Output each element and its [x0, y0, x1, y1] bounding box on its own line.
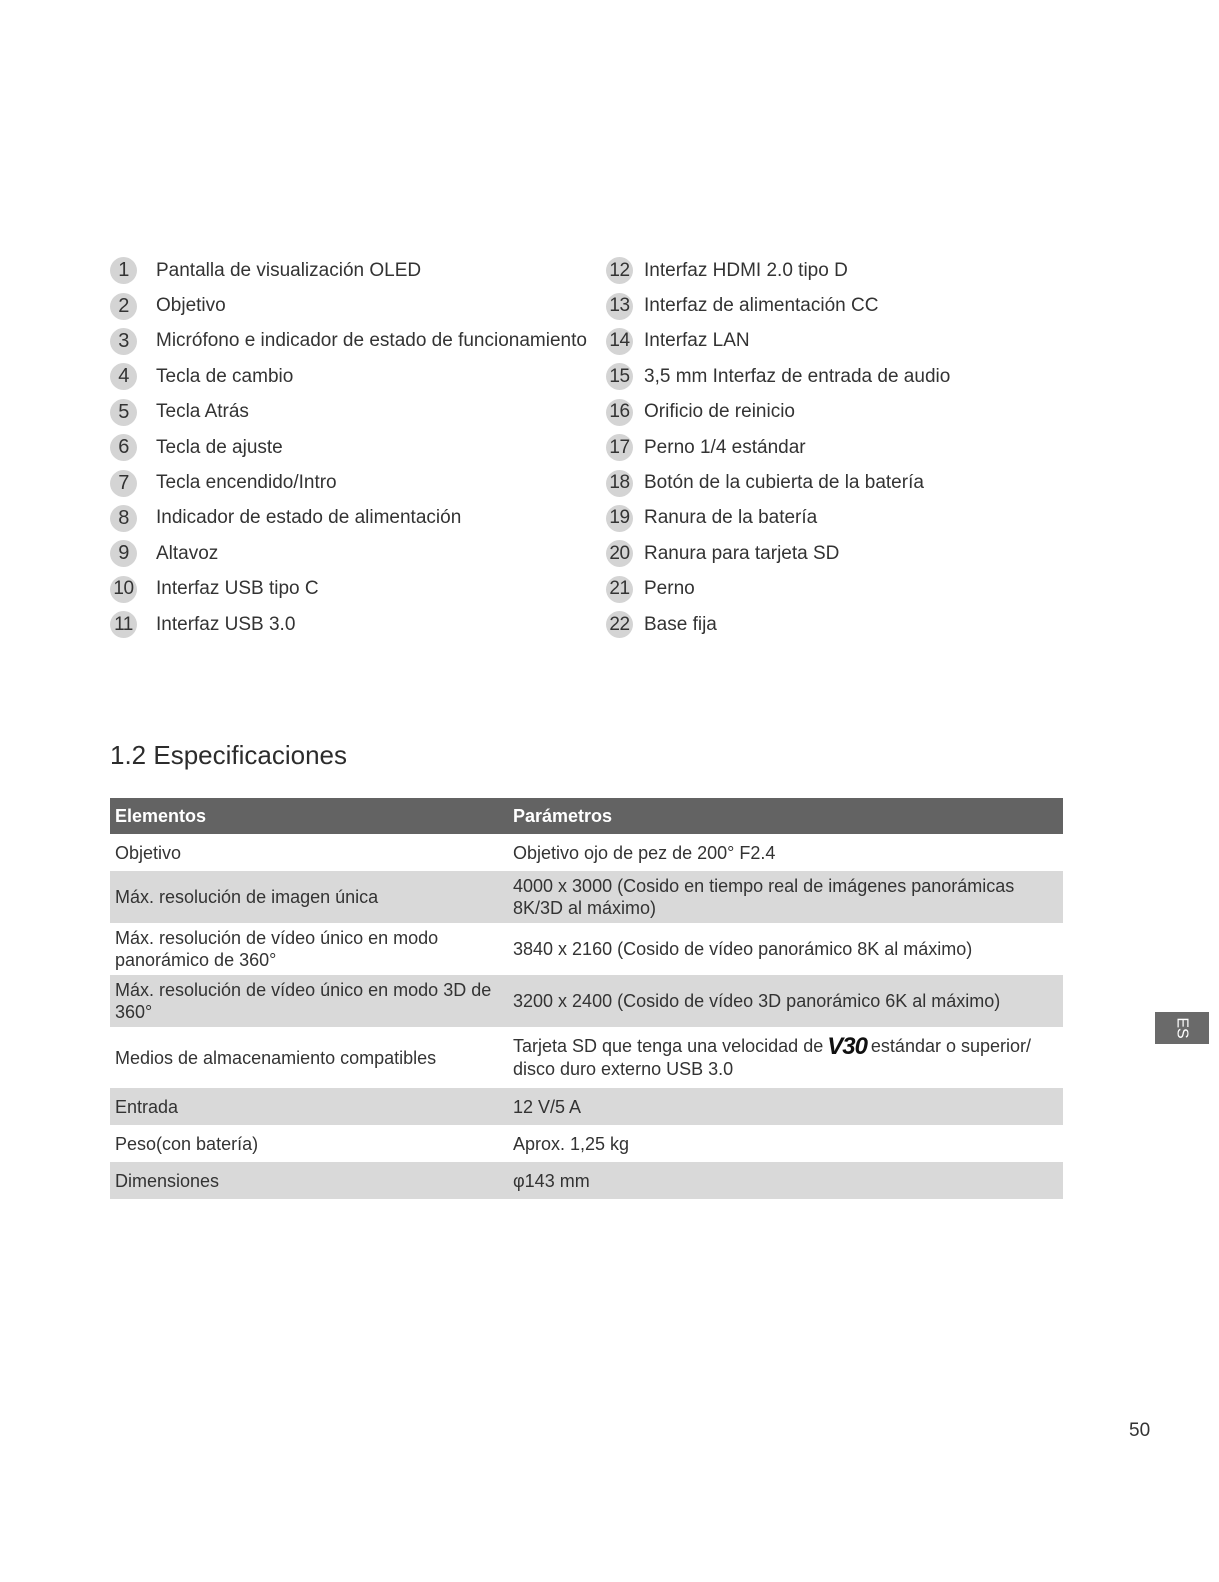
part-label: Pantalla de visualización OLED [156, 259, 422, 281]
table-row [110, 834, 1063, 871]
header-parametros: Parámetros [508, 798, 1063, 834]
part-item [110, 324, 587, 359]
part-item [606, 465, 950, 500]
part-label: Botón de la cubierta de la batería [644, 472, 924, 494]
part-number-badge: 1 [110, 257, 137, 284]
part-item [110, 288, 587, 323]
part-item [606, 324, 950, 359]
section-title: 1.2 Especificaciones [110, 740, 348, 770]
table-row [110, 923, 1063, 975]
part-label: Interfaz de alimentación CC [644, 295, 879, 317]
parts-list-left [110, 253, 587, 642]
part-label: Interfaz USB 3.0 [156, 613, 296, 635]
part-number-badge: 16 [606, 399, 633, 426]
part-item [110, 607, 587, 642]
part-item [110, 465, 587, 500]
spec-table [110, 798, 1063, 1199]
spec-value: 12 V/5 A [508, 1088, 1063, 1125]
language-tab [1155, 1012, 1209, 1044]
table-row [110, 1088, 1063, 1125]
part-label: Orificio de reinicio [644, 401, 795, 423]
spec-item: Máx. resolución de vídeo único en modo 3D de 360° [110, 975, 508, 1027]
part-item [606, 359, 950, 394]
table-row [110, 871, 1063, 923]
part-number-badge: 6 [110, 434, 137, 461]
part-number-badge: 2 [110, 293, 137, 320]
v30-speed-class-logo: V30 [827, 1033, 867, 1060]
part-number-badge: 7 [110, 470, 137, 497]
part-item [110, 536, 587, 571]
spec-value-text-before: Tarjeta SD que tenga una velocidad de [513, 1036, 824, 1056]
part-number-badge: 12 [606, 257, 633, 284]
header-elementos: Elementos [110, 798, 508, 834]
part-item [606, 536, 950, 571]
table-row [110, 1027, 1063, 1088]
part-label: Interfaz HDMI 2.0 tipo D [644, 259, 848, 281]
part-label: Interfaz USB tipo C [156, 578, 319, 600]
part-item [606, 607, 950, 642]
part-label: Tecla de cambio [156, 365, 294, 387]
part-number-badge: 15 [606, 363, 633, 390]
spec-item: Peso(con batería) [115, 1133, 259, 1154]
part-label: Indicador de estado de alimentación [156, 507, 462, 529]
spec-item: Máx. resolución de vídeo único en modo panorámico de 360° [115, 928, 439, 970]
part-item [110, 430, 587, 465]
spec-item: Máx. resolución de imagen única [110, 871, 508, 923]
part-item [110, 359, 587, 394]
part-number-badge: 13 [606, 293, 633, 320]
spec-value: Aprox. 1,25 kg [513, 1133, 630, 1154]
parts-list-right [606, 253, 950, 642]
part-number-badge: 22 [606, 611, 633, 638]
part-label: Objetivo [156, 295, 226, 317]
part-item [110, 395, 587, 430]
part-number-badge: 21 [606, 576, 633, 603]
part-number-badge: 8 [110, 505, 137, 532]
part-number-badge: 3 [110, 328, 137, 355]
part-item [606, 395, 950, 430]
part-item [606, 253, 950, 288]
part-item [606, 572, 950, 607]
part-label: Micrófono e indicador de estado de funcionamiento [156, 330, 587, 352]
spec-value-text-after: estándar o superior/ disco duro externo USB 3.0 [513, 1036, 1032, 1079]
part-label: Altavoz [156, 542, 219, 564]
table-header-row [110, 798, 1063, 834]
spec-item: Dimensiones [110, 1162, 508, 1199]
table-row [110, 1162, 1063, 1199]
part-item [110, 253, 587, 288]
spec-value: φ143 mm [508, 1162, 1063, 1199]
part-number-badge: 11 [110, 611, 137, 638]
spec-item: Objetivo [115, 842, 182, 863]
spec-value: Objetivo ojo de pez de 200° F2.4 [513, 842, 776, 863]
part-label: Tecla Atrás [156, 401, 249, 423]
part-label: Tecla de ajuste [156, 436, 283, 458]
part-number-badge: 14 [606, 328, 633, 355]
part-item [606, 501, 950, 536]
table-row [110, 1125, 1063, 1162]
part-label: Ranura de la batería [644, 507, 818, 529]
part-number-badge: 5 [110, 399, 137, 426]
part-label: 3,5 mm Interfaz de entrada de audio [644, 365, 951, 387]
table-row [110, 975, 1063, 1027]
part-number-badge: 9 [110, 540, 137, 567]
part-label: Base fija [644, 613, 717, 635]
spec-value: 3840 x 2160 (Cosido de vídeo panorámico 8K al máximo) [513, 939, 973, 959]
spec-value: 4000 x 3000 (Cosido en tiempo real de imágenes panorámicas 8K/3D al máximo) [508, 871, 1063, 923]
part-item [606, 430, 950, 465]
part-number-badge: 4 [110, 363, 137, 390]
part-item [110, 501, 587, 536]
part-number-badge: 17 [606, 434, 633, 461]
part-number-badge: 19 [606, 505, 633, 532]
part-item [606, 288, 950, 323]
spec-item: Entrada [110, 1088, 508, 1125]
part-label: Perno [644, 578, 695, 600]
part-number-badge: 18 [606, 470, 633, 497]
part-label: Ranura para tarjeta SD [644, 542, 840, 564]
spec-value [508, 1027, 1063, 1088]
part-number-badge: 20 [606, 540, 633, 567]
spec-item: Medios de almacenamiento compatibles [115, 1047, 437, 1068]
part-label: Tecla encendido/Intro [156, 472, 337, 494]
spec-value: 3200 x 2400 (Cosido de vídeo 3D panorámico 6K al máximo) [508, 975, 1063, 1027]
part-label: Perno 1/4 estándar [644, 436, 806, 458]
part-item [110, 572, 587, 607]
part-number-badge: 10 [110, 576, 137, 603]
part-label: Interfaz LAN [644, 330, 750, 352]
page-number: 50 [1129, 1420, 1151, 1441]
language-tab-label: ES [1174, 1017, 1191, 1039]
